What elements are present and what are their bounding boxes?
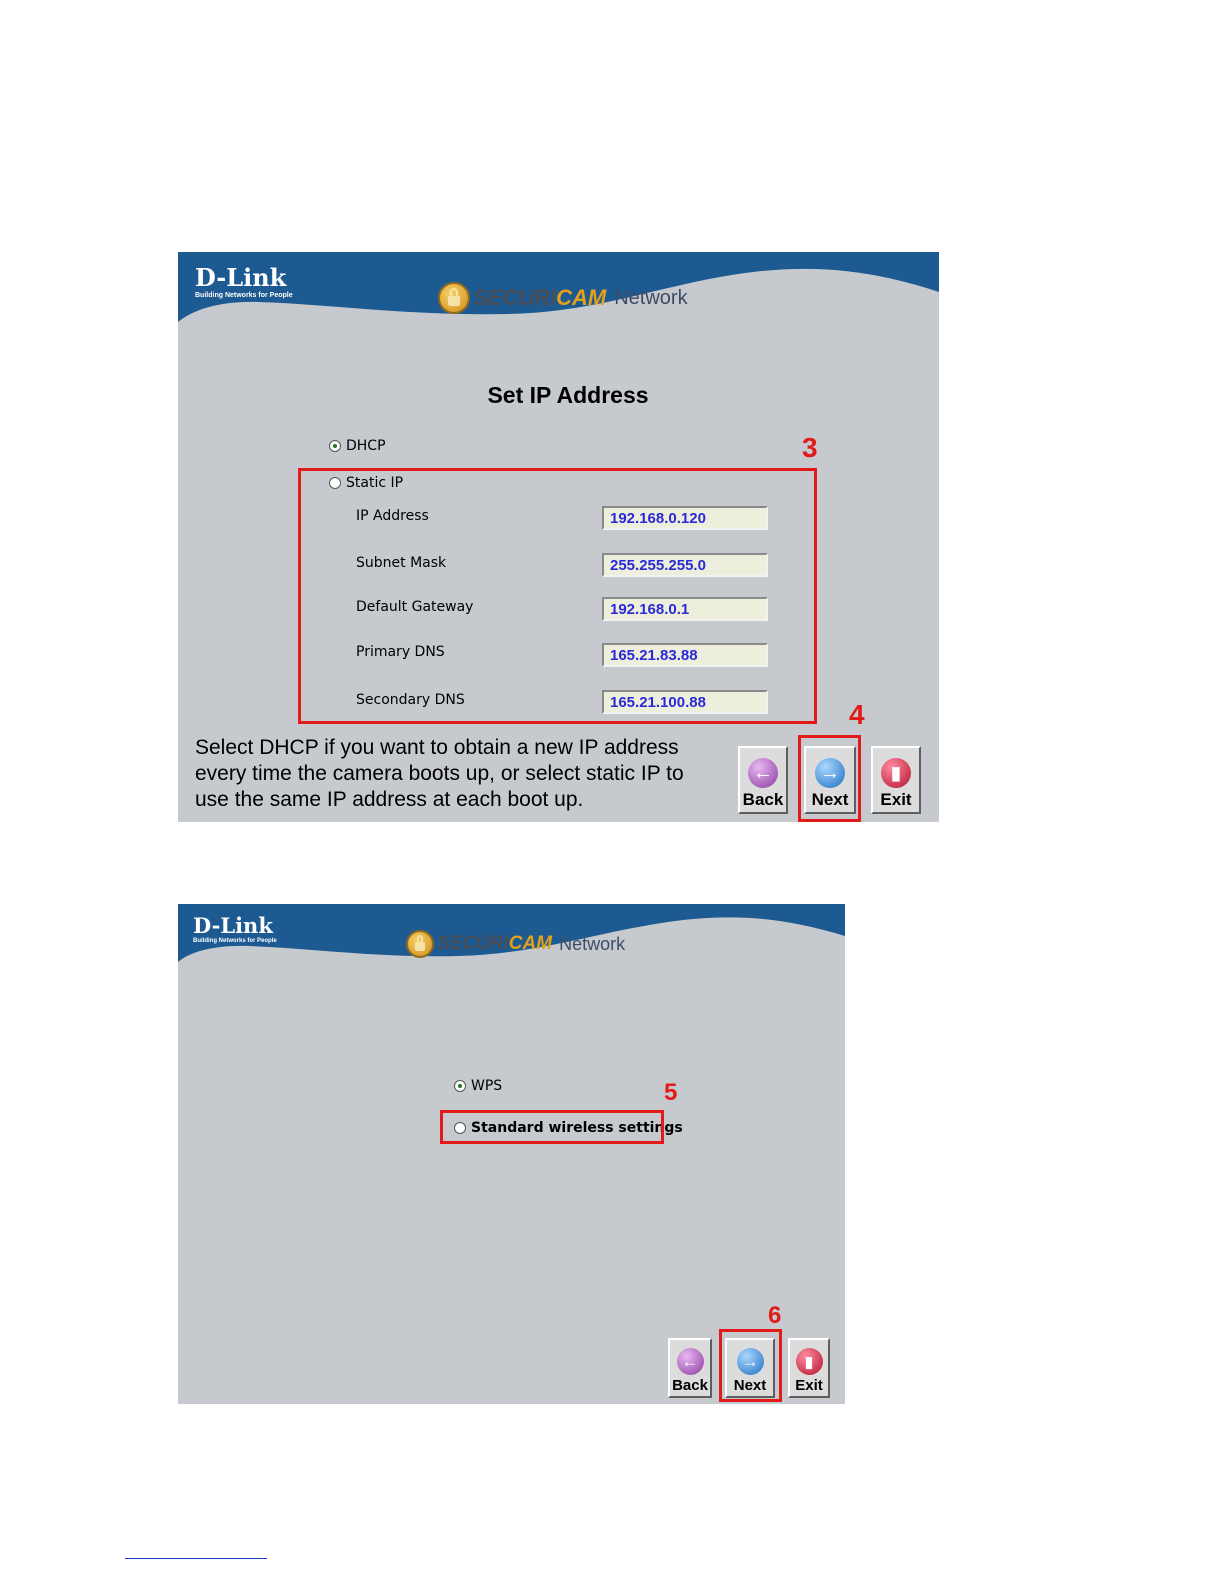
page-title: Set IP Address [487,382,649,408]
wps-radio[interactable] [454,1080,466,1092]
exit-button-label: Exit [880,790,912,809]
default-gateway-label: Default Gateway [356,599,474,615]
padlock-icon [438,282,470,314]
primary-dns-field[interactable]: 165.21.83.88 [602,643,768,667]
default-gateway-field[interactable]: 192.168.0.1 [602,597,768,621]
securicam-brand [406,930,625,958]
dhcp-radio[interactable] [329,440,341,452]
back-button-label: Back [672,1377,708,1394]
set-ip-address-screenshot [178,252,939,822]
brand-part3: Network [614,286,688,309]
next-arrow-icon: → [815,758,845,788]
dhcp-option[interactable] [329,438,386,454]
dlink-logo [193,915,277,944]
padlock-icon [406,930,434,958]
dlink-logo-name: D-Link [193,913,273,938]
back-arrow-icon: ← [677,1348,704,1375]
dlink-logo-name: D-Link [195,263,287,292]
dlink-logo [195,263,293,299]
hint-line-3: use the same IP address at each boot up. [195,788,584,811]
static-ip-highlight-box [298,468,817,724]
back-button[interactable] [738,746,788,814]
brand-part1: SECURI [473,285,557,310]
next-arrow-icon: → [737,1348,764,1375]
back-button-label: Back [742,790,784,809]
ip-address-label: IP Address [356,508,429,524]
brand-part2: CAM [556,285,607,310]
exit-door-icon: ▮ [881,758,911,788]
brand-part1: SECURI [437,933,509,954]
step-number-next: 6 [768,1302,782,1329]
step-number-static: 3 [802,432,818,463]
wps-option[interactable] [454,1078,502,1094]
subnet-mask-field[interactable]: 255.255.255.0 [602,553,768,577]
next-button-label: Next [733,1377,767,1394]
step-number-standard: 5 [664,1079,678,1106]
securicam-brand [438,282,688,314]
hint-line-2: every time the camera boots up, or select static IP to [195,762,684,785]
back-arrow-icon: ← [748,758,778,788]
ip-address-field[interactable]: 192.168.0.120 [602,506,768,530]
standard-wireless-highlight-box [440,1110,664,1144]
brand-part2: CAM [508,933,553,954]
dlink-logo-tagline: Building Networks for People [195,292,293,299]
footnote-separator [125,1558,267,1559]
next-highlight-box [798,735,861,822]
standard-wireless-label: Standard wireless settings [471,1120,683,1136]
wireless-setup-screenshot [178,904,845,1404]
next-button-label: Next [811,790,849,809]
next-highlight-box [719,1329,782,1402]
step-number-next: 4 [849,699,865,730]
primary-dns-label: Primary DNS [356,644,445,660]
brand-part3: Network [559,933,626,954]
static-ip-label: Static IP [346,475,404,491]
hint-text [195,735,684,813]
exit-door-icon: ▮ [796,1348,823,1375]
exit-button[interactable] [871,746,921,814]
hint-line-1: Select DHCP if you want to obtain a new IP address [195,736,679,759]
dlink-logo-tagline: Building Networks for People [193,938,277,944]
subnet-mask-label: Subnet Mask [356,555,447,571]
secondary-dns-field[interactable]: 165.21.100.88 [602,690,768,714]
dhcp-label: DHCP [346,438,386,454]
exit-button-label: Exit [795,1377,823,1394]
wps-label: WPS [471,1078,503,1094]
back-button[interactable] [668,1338,712,1398]
secondary-dns-label: Secondary DNS [356,692,465,708]
exit-button[interactable] [788,1338,830,1398]
